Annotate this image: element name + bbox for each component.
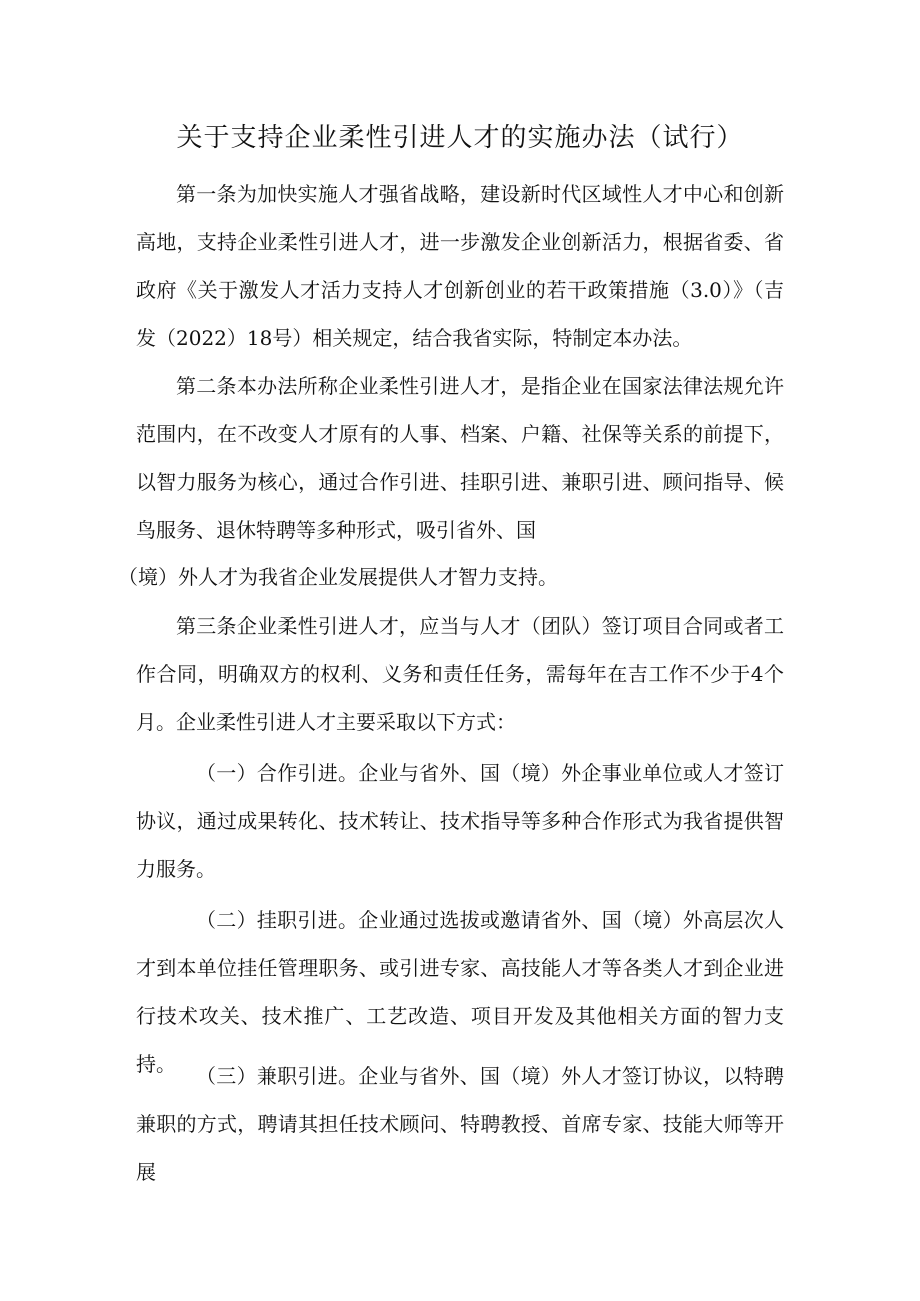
method-1-paragraph: （一）合作引进。企业与省外、国（境）外企事业单位或人才签订协议，通过成果转化、技术转让、技术指导等多种合作形式为我省提供智力服务。	[136, 761, 784, 881]
article-3-paragraph: 第三条企业柔性引进人才，应当与人才（团队）签订项目合同或者工作合同，明确双方的权利、义务和责任任务，需每年在吉工作不少于4个月。企业柔性引进人才主要采取以下方式：	[136, 614, 784, 734]
article-2-paragraph: 第二条本办法所称企业柔性引进人才，是指企业在国家法律法规允许范围内，在不改变人才原有的人事、档案、户籍、社保等关系的前提下，以智力服务为核心，通过合作引进、挂职引进、兼职引进、顾问指导、候鸟服务、退休特聘等多种形式，吸引省外、国	[136, 374, 784, 542]
method-3-paragraph: （三）兼职引进。企业与省外、国（境）外人才签订协议，以特聘兼职的方式，聘请其担任技术顾问、特聘教授、首席专家、技能大师等开展	[136, 1064, 784, 1184]
article-2-continuation: （境）外人才为我省企业发展提供人才智力支持。	[118, 565, 558, 589]
article-1-paragraph: 第一条为加快实施人才强省战略，建设新时代区域性人才中心和创新高地，支持企业柔性引进人才，进一步激发企业创新活力，根据省委、省政府《关于激发人才活力支持人才创新创业的若干政策措施（3.0）》（吉发（2022）18号）相关规定，结合我省实际，特制定本办法。	[136, 182, 784, 350]
method-2-paragraph: （二）挂职引进。企业通过选拔或邀请省外、国（境）外高层次人才到本单位挂任管理职务、或引进专家、高技能人才等各类人才到企业进行技术攻关、技术推广、工艺改造、项目开发及其他相关方面的智力支持。	[136, 908, 784, 1076]
document-title: 关于支持企业柔性引进人才的实施办法（试行）	[176, 123, 744, 153]
